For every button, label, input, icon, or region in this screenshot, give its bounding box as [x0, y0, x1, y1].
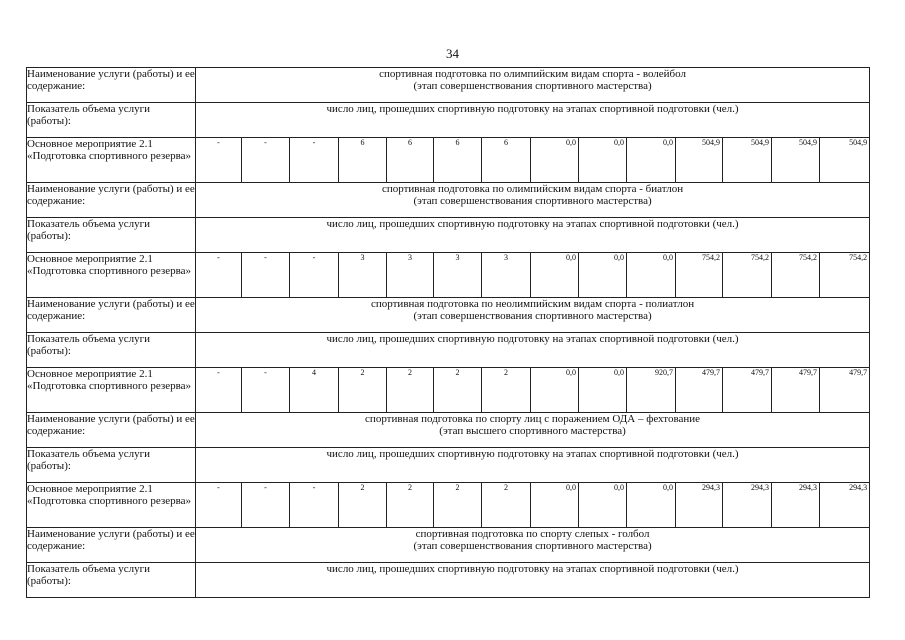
value-cell: 479,7	[723, 368, 772, 413]
measure-label: Основное мероприятие 2.1 «Подготовка спортивного резерва»	[27, 483, 196, 528]
value-cell: 6	[339, 138, 387, 183]
measure-label: Основное мероприятие 2.1 «Подготовка спортивного резерва»	[27, 253, 196, 298]
indicator-label: Показатель объема услуги (работы):	[27, 333, 196, 368]
measure-data-row	[27, 368, 870, 413]
value-cell: 754,2	[772, 253, 820, 298]
value-cell: 6	[387, 138, 434, 183]
value-cell: 0,0	[627, 138, 676, 183]
value-cell: 2	[482, 483, 531, 528]
value-cell: 2	[434, 368, 482, 413]
service-description	[196, 298, 870, 333]
value-cell: 504,9	[820, 138, 870, 183]
service-stage: (этап высшего спортивного мастерства)	[439, 425, 626, 437]
value-cell: 479,7	[676, 368, 723, 413]
measure-data-row	[27, 253, 870, 298]
value-cell: 0,0	[531, 253, 579, 298]
value-cell: 3	[387, 253, 434, 298]
value-cell: 3	[434, 253, 482, 298]
value-cell: -	[196, 253, 242, 298]
value-cell: 294,3	[820, 483, 870, 528]
indicator-row	[27, 103, 870, 138]
indicator-row	[27, 448, 870, 483]
value-cell: 2	[387, 483, 434, 528]
service-description	[196, 183, 870, 218]
service-title: спортивная подготовка по олимпийским видам спорта - волейбол	[379, 68, 686, 80]
indicator-text: число лиц, прошедших спортивную подготовку на этапах спортивной подготовки (чел.)	[196, 333, 870, 368]
value-cell: 479,7	[820, 368, 870, 413]
measure-label: Основное мероприятие 2.1 «Подготовка спортивного резерва»	[27, 368, 196, 413]
service-stage: (этап совершенствования спортивного мастерства)	[413, 310, 652, 322]
service-name-label: Наименование услуги (работы) и ее содержание:	[27, 528, 196, 563]
service-name-row	[27, 298, 870, 333]
value-cell: 0,0	[531, 368, 579, 413]
service-name-row	[27, 528, 870, 563]
value-cell: -	[196, 368, 242, 413]
indicator-text: число лиц, прошедших спортивную подготовку на этапах спортивной подготовки (чел.)	[196, 448, 870, 483]
value-cell: 754,2	[820, 253, 870, 298]
value-cell: 294,3	[676, 483, 723, 528]
value-cell: -	[196, 483, 242, 528]
value-cell: -	[242, 138, 290, 183]
value-cell: 0,0	[579, 483, 627, 528]
value-cell: 2	[339, 368, 387, 413]
value-cell: 0,0	[579, 368, 627, 413]
service-name-label: Наименование услуги (работы) и ее содержание:	[27, 298, 196, 333]
indicator-text: число лиц, прошедших спортивную подготовку на этапах спортивной подготовки (чел.)	[196, 563, 870, 598]
measure-label: Основное мероприятие 2.1 «Подготовка спортивного резерва»	[27, 138, 196, 183]
value-cell: 504,9	[723, 138, 772, 183]
service-name-label: Наименование услуги (работы) и ее содержание:	[27, 183, 196, 218]
value-cell: 6	[434, 138, 482, 183]
service-name-row	[27, 68, 870, 103]
service-stage: (этап совершенствования спортивного мастерства)	[413, 80, 652, 92]
value-cell: -	[242, 483, 290, 528]
value-cell: 2	[387, 368, 434, 413]
value-cell: 0,0	[627, 253, 676, 298]
value-cell: -	[290, 138, 339, 183]
service-stage: (этап совершенствования спортивного мастерства)	[413, 195, 652, 207]
service-title: спортивная подготовка по неолимпийским видам спорта - полиатлон	[371, 298, 695, 310]
service-title: спортивная подготовка по олимпийским видам спорта - биатлон	[381, 183, 684, 195]
indicator-text: число лиц, прошедших спортивную подготовку на этапах спортивной подготовки (чел.)	[196, 218, 870, 253]
value-cell: 0,0	[531, 483, 579, 528]
value-cell: 0,0	[627, 483, 676, 528]
service-name-label: Наименование услуги (работы) и ее содержание:	[27, 413, 196, 448]
service-name-row	[27, 413, 870, 448]
service-description	[196, 528, 870, 563]
value-cell: -	[242, 253, 290, 298]
value-cell: -	[290, 483, 339, 528]
measure-data-row	[27, 483, 870, 528]
value-cell: 294,3	[723, 483, 772, 528]
value-cell: 294,3	[772, 483, 820, 528]
service-name-row	[27, 183, 870, 218]
service-description	[196, 413, 870, 448]
service-title: спортивная подготовка по спорту слепых - голбол	[415, 528, 650, 540]
value-cell: 3	[339, 253, 387, 298]
value-cell: -	[290, 253, 339, 298]
value-cell: 2	[434, 483, 482, 528]
value-cell: 479,7	[772, 368, 820, 413]
value-cell: -	[242, 368, 290, 413]
indicator-row	[27, 218, 870, 253]
indicator-label: Показатель объема услуги (работы):	[27, 103, 196, 138]
value-cell: 4	[290, 368, 339, 413]
value-cell: 920,7	[627, 368, 676, 413]
value-cell: 2	[339, 483, 387, 528]
services-table	[26, 67, 870, 598]
value-cell: 6	[482, 138, 531, 183]
value-cell: 754,2	[676, 253, 723, 298]
value-cell: 0,0	[579, 138, 627, 183]
value-cell: 2	[482, 368, 531, 413]
value-cell: 0,0	[579, 253, 627, 298]
value-cell: 504,9	[772, 138, 820, 183]
value-cell: 754,2	[723, 253, 772, 298]
indicator-row	[27, 333, 870, 368]
indicator-text: число лиц, прошедших спортивную подготовку на этапах спортивной подготовки (чел.)	[196, 103, 870, 138]
indicator-label: Показатель объема услуги (работы):	[27, 448, 196, 483]
indicator-label: Показатель объема услуги (работы):	[27, 563, 196, 598]
page-number: 34	[446, 46, 459, 61]
measure-data-row	[27, 138, 870, 183]
value-cell: 3	[482, 253, 531, 298]
service-stage: (этап совершенствования спортивного мастерства)	[413, 540, 652, 552]
service-title: спортивная подготовка по спорту лиц с поражением ОДА – фехтование	[365, 413, 701, 425]
service-name-label: Наименование услуги (работы) и ее содержание:	[27, 68, 196, 103]
value-cell: 504,9	[676, 138, 723, 183]
value-cell: 0,0	[531, 138, 579, 183]
value-cell: -	[196, 138, 242, 183]
indicator-label: Показатель объема услуги (работы):	[27, 218, 196, 253]
service-description	[196, 68, 870, 103]
indicator-row	[27, 563, 870, 598]
